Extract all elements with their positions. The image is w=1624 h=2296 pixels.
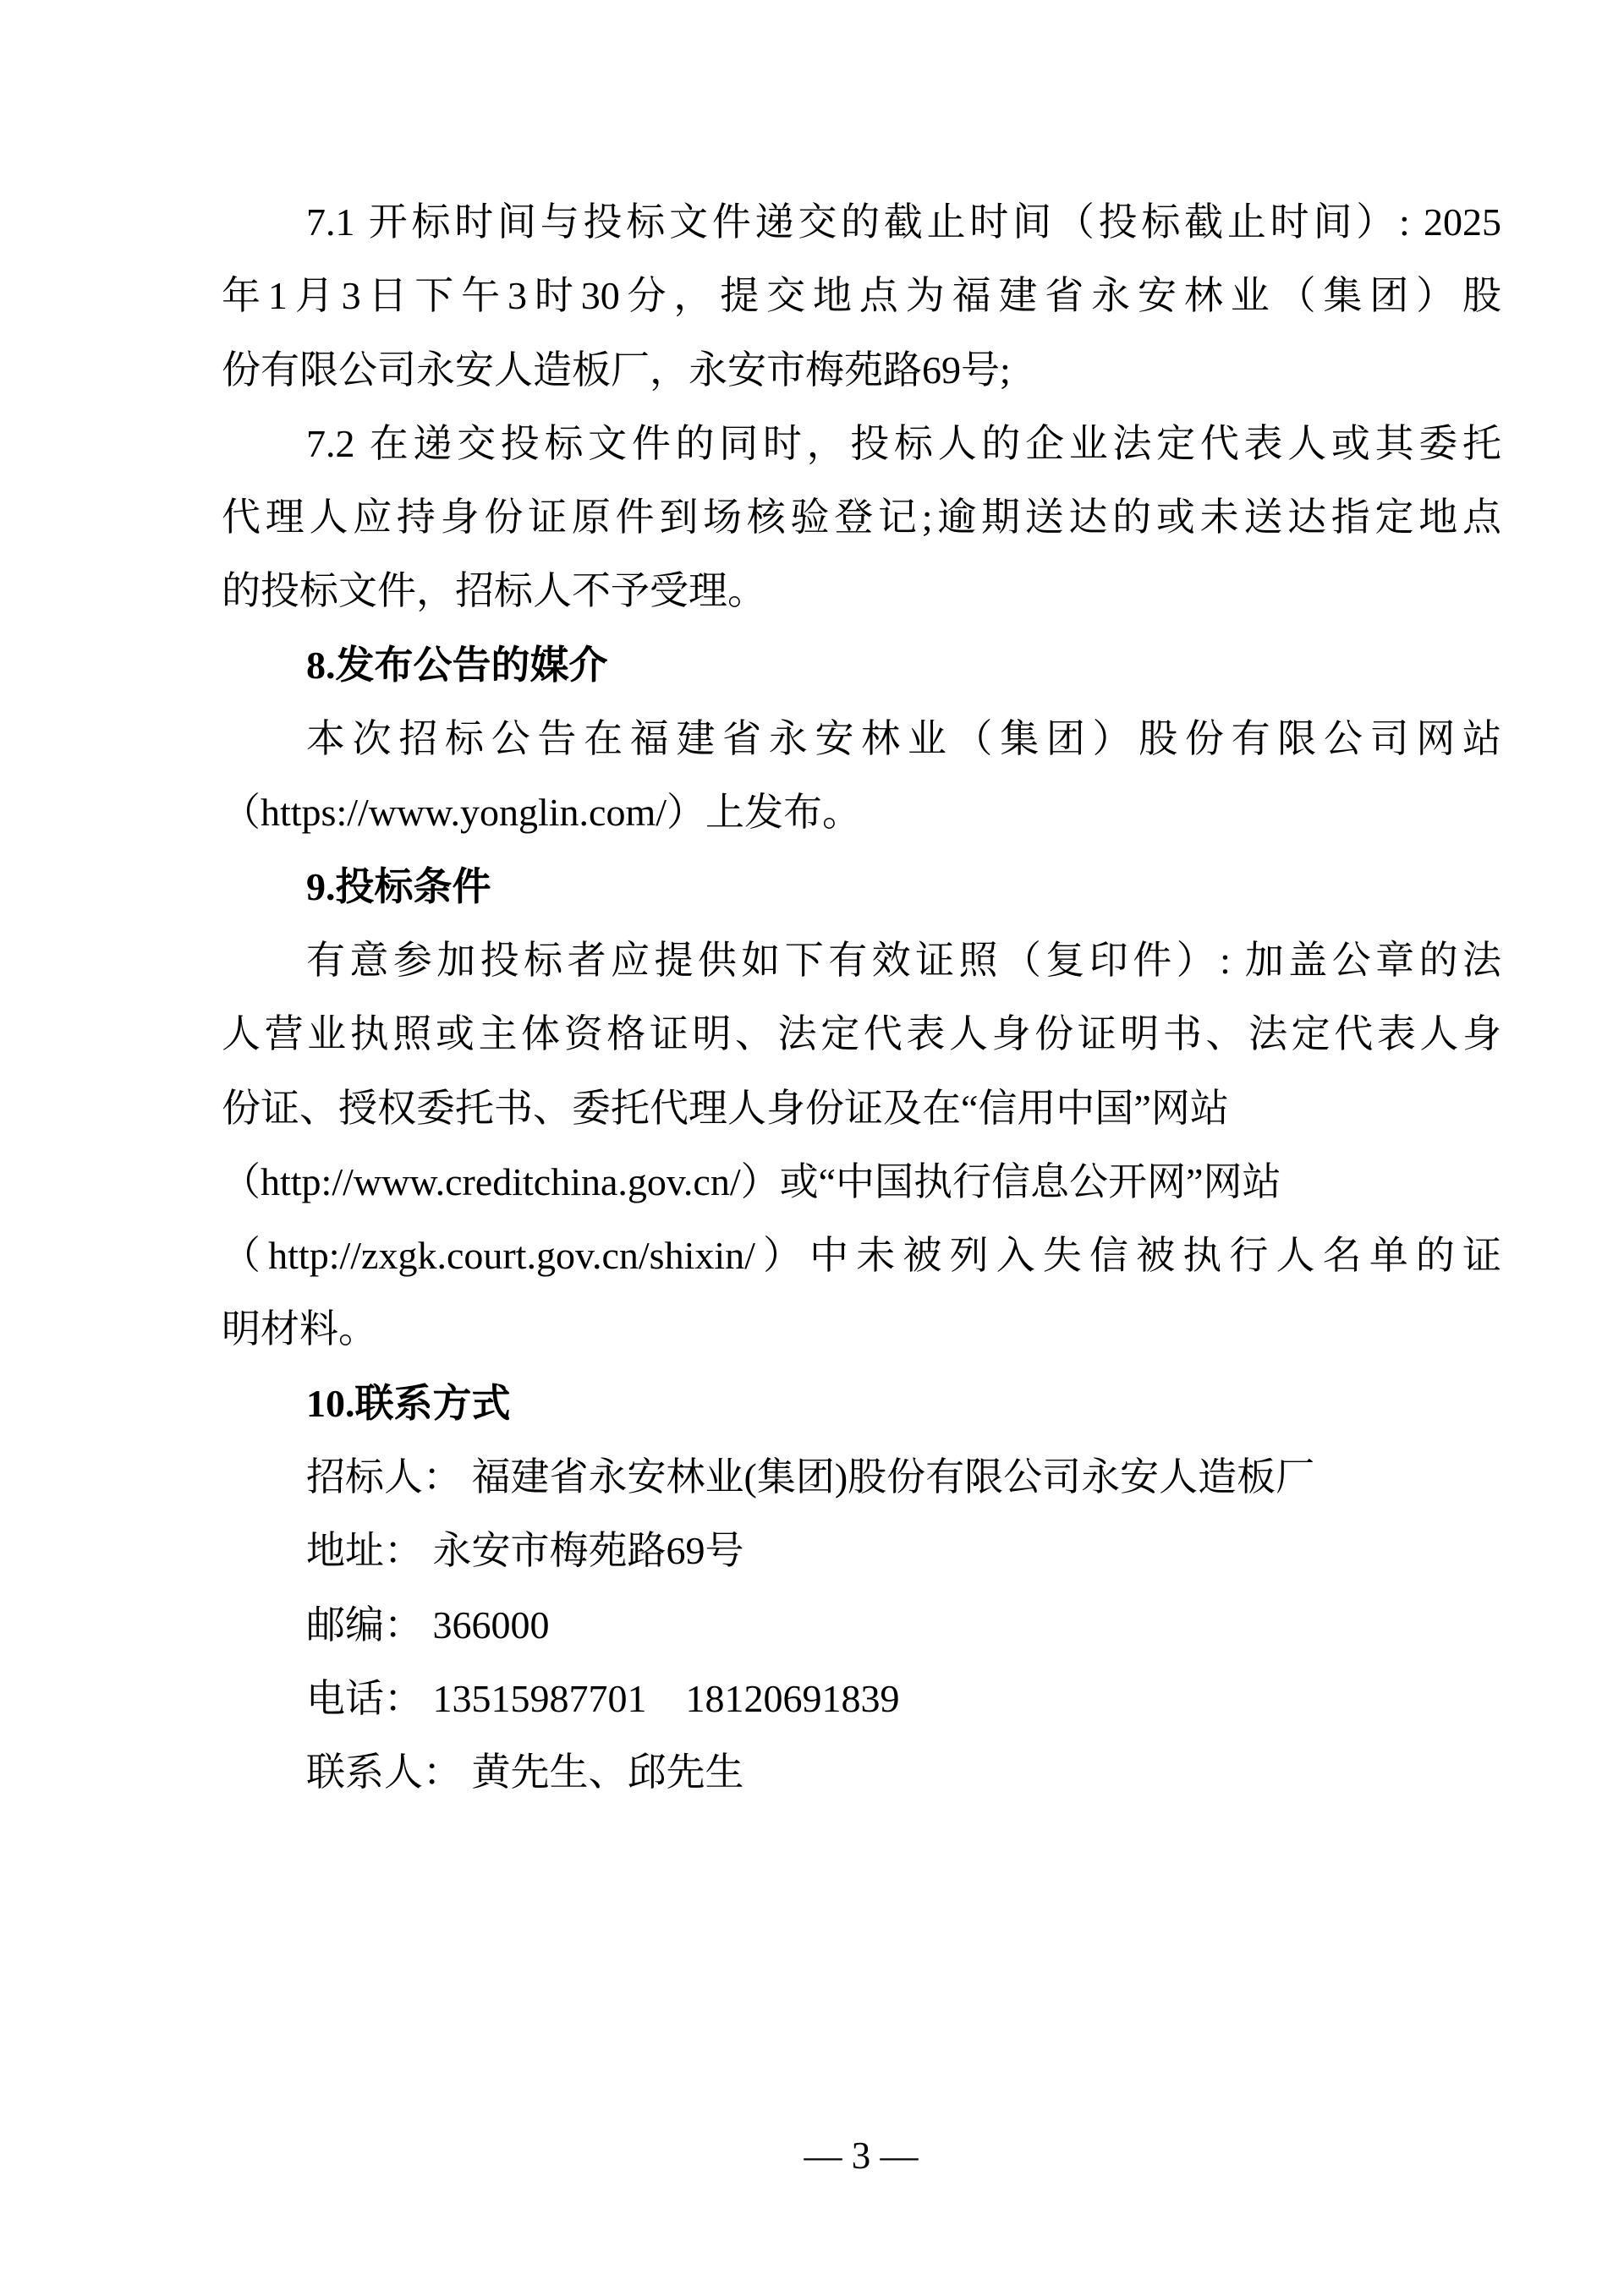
para-9-line-2: 人营业执照或主体资格证明、法定代表人身份证明书、法定代表人身	[222, 1012, 1501, 1056]
contact-tenderer-line: 招标人： 福建省永安林业(集团)股份有限公司永安人造板厂	[306, 1455, 1315, 1499]
para-9-line-1: 有意参加投标者应提供如下有效证照（复印件）: 加盖公章的法	[306, 938, 1501, 982]
para-9-line-4-url: （http://www.creditchina.gov.cn/）或“中国执行信息公开网”网站	[222, 1159, 1281, 1203]
document-body	[222, 185, 1501, 1810]
para-9-line-3: 份证、授权委托书、委托代理人身份证及在“信用中国”网站	[222, 1086, 1229, 1130]
para-7-2-line-1: 7.2 在递交投标文件的同时，投标人的企业法定代表人或其委托	[306, 421, 1501, 465]
contact-phone-line: 电话： 13515987701 18120691839	[306, 1676, 900, 1720]
para-7-1-line-1: 7.1 开标时间与投标文件递交的截止时间（投标截止时间）: 2025	[306, 200, 1501, 244]
para-8-line-2-url: （https://www.yonglin.com/）上发布。	[222, 791, 862, 835]
para-7-1-line-3: 份有限公司永安人造板厂，永安市梅苑路69号;	[222, 348, 1011, 392]
para-7-1-line-2: 年1月3日下午3时30分，提交地点为福建省永安林业（集团）股	[222, 274, 1501, 318]
contact-person-line: 联系人： 黄先生、邱先生	[306, 1751, 744, 1795]
para-9-line-5-url: （http://zxgk.court.gov.cn/shixin/）中未被列入失信被执行人名单的证	[222, 1234, 1501, 1278]
para-7-2-line-2: 代理人应持身份证原件到场核验登记;逾期送达的或未送达指定地点	[222, 496, 1501, 540]
para-8-line-1: 本次招标公告在福建省永安林业（集团）股份有限公司网站	[306, 717, 1501, 761]
heading-section-9: 9.投标条件	[306, 864, 491, 908]
contact-address-line: 地址： 永安市梅苑路69号	[306, 1529, 744, 1573]
para-9-line-6: 明材料。	[222, 1307, 377, 1351]
page-number: — 3 —	[804, 2134, 919, 2177]
para-7-2-line-3: 的投标文件，招标人不予受理。	[222, 569, 766, 613]
heading-section-8: 8.发布公告的媒介	[306, 643, 608, 687]
contact-postcode-line: 邮编： 366000	[306, 1603, 550, 1647]
heading-section-10: 10.联系方式	[306, 1381, 511, 1425]
